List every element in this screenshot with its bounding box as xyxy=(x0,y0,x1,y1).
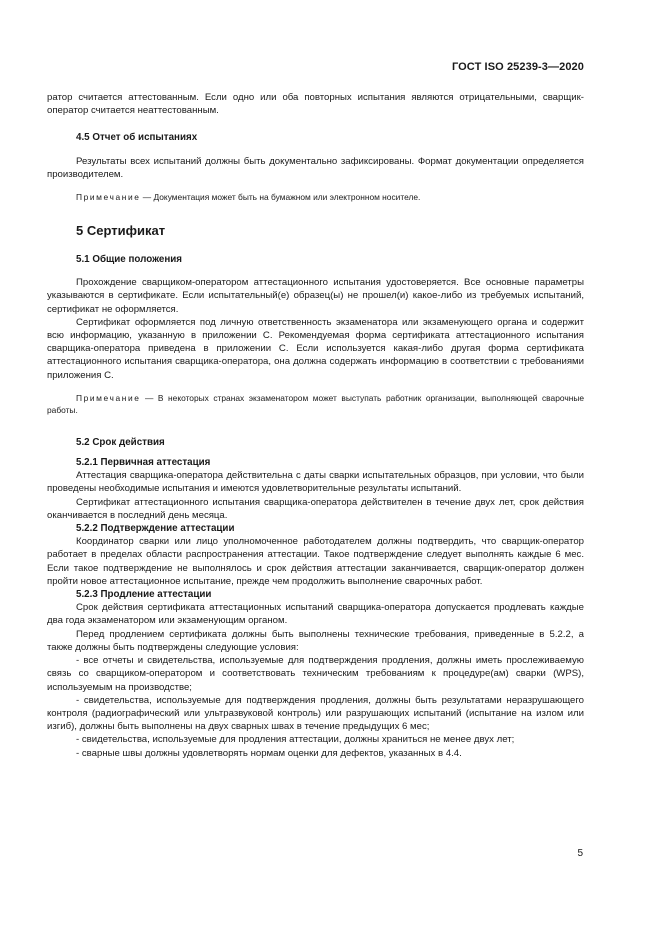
note-label: Примечание xyxy=(76,192,141,203)
list-item: - свидетельства, используемые для подтверждения продления, должны быть результатами неразрушающего контроля (радиографический или ультразвуковой контроль) или разрушающих испытаний (испытание на излом или изгиб), должны быть выполнены на двух сварных швах в течение предыдущих 6 мес; xyxy=(47,694,584,733)
section-5-2-1-para-1: Аттестация сварщика-оператора действительна с даты сварки испытательных образцов, при условии, что были проведены необходимые испытания и имеются удовлетворительные результаты испытаний. xyxy=(47,470,584,495)
section-5-2-1-heading: 5.2.1 Первичная аттестация xyxy=(76,457,211,469)
section-5-heading: 5 Сертификат xyxy=(76,223,166,239)
section-4-5-heading: 4.5 Отчет об испытаниях xyxy=(76,132,198,144)
section-5-2-3-para-1: Срок действия сертификата аттестационных испытаний сварщика-оператора допускается продлевать каждые два года экзаменатором или экзаменующим органом. xyxy=(47,602,584,627)
list-item: - свидетельства, используемые для продления аттестации, должны храниться не менее двух лет; xyxy=(76,734,515,746)
section-5-1-para-2: Сертификат оформляется под личную ответственность экзаменатора или экзаменующего органа и содержит всю информацию, указанную в приложении С. Рекомендуемая форма сертификата аттестационного испытания сварщика-оператора приведена в приложении С. Если используется какая-либо другая форма сертификата аттестационного испытания сварщика-оператора, она должна содержать информацию в соответствии с требованиями приложения С. xyxy=(47,316,584,381)
section-5-1-para-1: Прохождение сварщиком-оператором аттестационного испытания удостоверяется. Все основные параметры указываются в сертификате. Если испытательный(е) образец(ы) не прошел(и) какое-либо из требуемых испытаний, сертификат не оформляется. xyxy=(47,277,584,315)
note-label: Примечание xyxy=(76,392,141,403)
section-4-5-note xyxy=(47,191,584,203)
continued-paragraph: ратор считается аттестованным. Если одно или оба повторных испытания являются отрицательными, сварщик-оператор считается неаттестованным. xyxy=(47,92,584,117)
page-body xyxy=(47,91,584,760)
standard-designation: ГОСТ ISO 25239-3—2020 xyxy=(451,61,584,73)
list-item: - сварные швы должны удовлетворять нормам оценки для дефектов, указанных в 4.4. xyxy=(76,747,462,759)
section-5-2-2-heading: 5.2.2 Подтверждение аттестации xyxy=(76,523,235,535)
section-5-2-2-para-1: Координатор сварки или лицо уполномоченное работодателем должны подтвердить, что сварщик-оператор работает в пределах области распространения аттестации. Такое подтверждение следует выполнять каждые 6 мес. Если такое подтверждение не выполнялось и срок действия аттестации заканчивается, сварщик-оператор должен пройти новое аттестационное испытание, прежде чем продолжить выполнение сварочных работ. xyxy=(47,536,584,587)
section-4-5-text: Результаты всех испытаний должны быть документально зафиксированы. Формат документации определяется производителем. xyxy=(47,155,584,180)
section-5-2-3-heading: 5.2.3 Продление аттестации xyxy=(76,589,212,601)
note-text: — Документация может быть на бумажном или электронном носителе. xyxy=(140,192,421,203)
list-item: - все отчеты и свидетельства, используемые для подтверждения продления, должны иметь прослеживаемую связь со сварщиком-оператором и соответствовать техническим требованиям к процедуре(ам) сварки (WPS), используемым на производстве; xyxy=(47,655,584,693)
section-5-2-3-para-2: Перед продлением сертификата должны быть выполнены технические требования, приведенные в 5.2.2, а также должны быть подтверждены следующие условия: xyxy=(47,628,584,653)
note-text: — В некоторых странах экзаменатором может выступать работник организации, выполняющей сварочные работы. xyxy=(47,392,584,415)
section-5-1-note xyxy=(47,392,584,416)
section-5-1-heading: 5.1 Общие положения xyxy=(76,254,183,266)
page-number: 5 xyxy=(577,848,583,859)
section-5-2-heading: 5.2 Срок действия xyxy=(76,436,165,448)
section-5-2-1-para-2: Сертификат аттестационного испытания сварщика-оператора действителен в течение двух лет, срок действия оканчивается в последний день месяца. xyxy=(47,496,584,521)
